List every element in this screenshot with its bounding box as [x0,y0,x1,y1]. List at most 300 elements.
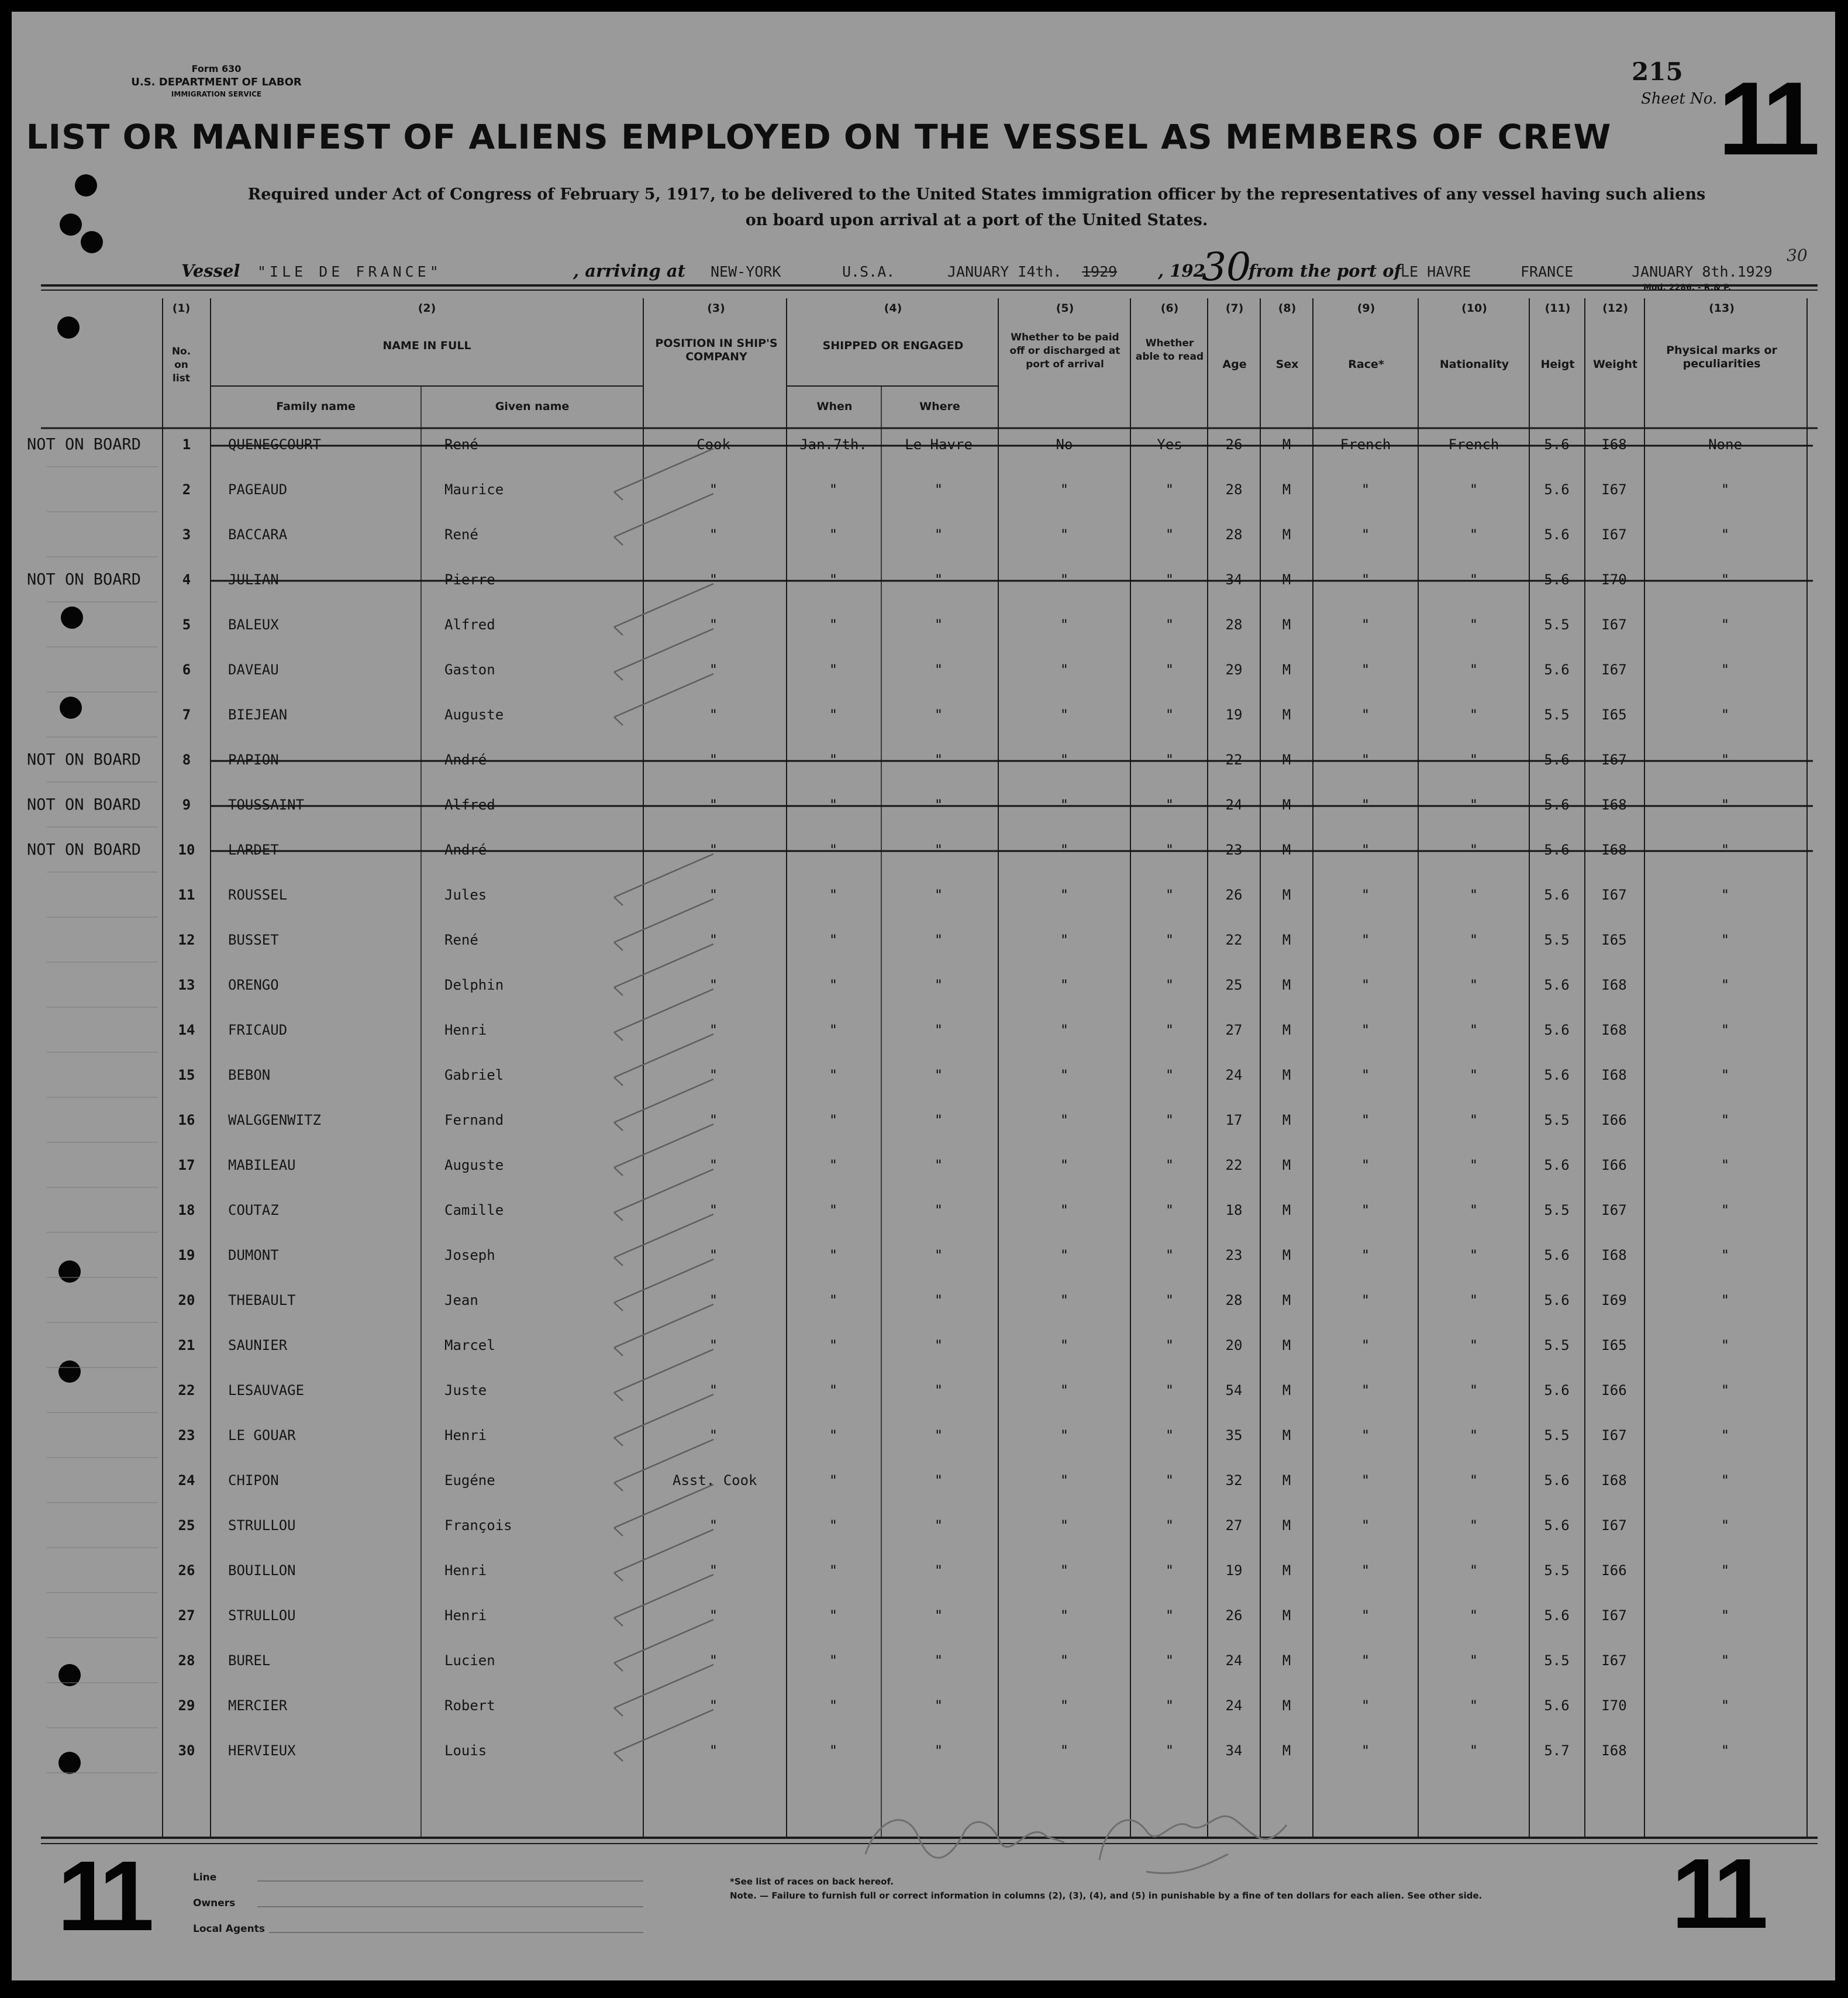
cell-family: LE GOUAR [228,1427,296,1444]
cell-family: COUTAZ [228,1202,279,1218]
cell-family: BIEJEAN [228,707,288,723]
cell-age: 32 [1225,1472,1243,1489]
vessel-label: Vessel [181,261,240,281]
cell-sex: M [1282,662,1291,678]
col-12-number: (12) [1602,302,1628,315]
cell-given: André [444,842,487,858]
requirement-line-2: on board upon arrival at a port of the United States. [745,211,1208,229]
cell-position: " [709,1247,718,1263]
cell-where: " [934,1202,943,1218]
cell-age: 22 [1225,1157,1243,1173]
cell-where: " [934,797,943,813]
cell-race: " [1361,707,1370,723]
cell-read: " [1165,1112,1174,1128]
footer-owners-label: Owners [193,1897,236,1909]
cell-no: 10 [178,842,195,858]
col-4-number: (4) [884,302,902,315]
cell-when: " [829,707,838,723]
cell-nationality: " [1469,1427,1478,1444]
cell-read: " [1165,1427,1174,1444]
cell-sex: M [1282,526,1291,543]
cell-family: WALGGENWITZ [228,1112,321,1128]
cell-family: BOUILLON [228,1562,296,1579]
col-9-header: Race* [1348,358,1384,371]
cell-position: " [709,616,718,633]
cell-height: 5.5 [1544,932,1570,948]
cell-no: 4 [182,571,191,588]
cell-weight: I66 [1601,1112,1627,1128]
col-8-header: Sex [1275,358,1299,371]
cell-read: " [1165,1292,1174,1308]
cell-race: " [1361,1247,1370,1263]
cell-age: 54 [1225,1382,1243,1398]
cell-no: 20 [178,1292,195,1308]
cell-weight: I67 [1601,1517,1627,1534]
cell-sex: M [1282,977,1291,993]
cell-age: 24 [1225,1697,1243,1714]
cell-paid: " [1060,1742,1069,1759]
cell-marks: None [1708,436,1742,453]
cell-sex: M [1282,616,1291,633]
cell-age: 28 [1225,1292,1243,1308]
cell-when: " [829,1382,838,1398]
cell-family: LESAUVAGE [228,1382,305,1398]
cell-paid: " [1060,616,1069,633]
cell-read: " [1165,842,1174,858]
cell-where: " [934,1157,943,1173]
col-10-header: Nationality [1439,358,1509,371]
cell-height: 5.6 [1544,1472,1570,1489]
cell-given: Louis [444,1742,487,1759]
cell-read: " [1165,1337,1174,1353]
cell-given: Henri [444,1022,487,1038]
cell-when: " [829,1022,838,1038]
cell-when: " [829,1202,838,1218]
cell-family: LARDET [228,842,279,858]
cell-nationality: " [1469,1202,1478,1218]
cell-age: 20 [1225,1337,1243,1353]
cell-sex: M [1282,1697,1291,1714]
col-11-number: (11) [1544,302,1571,315]
cell-when: " [829,1742,838,1759]
cell-when: Jan.7th. [799,436,867,453]
cell-position: " [709,1382,718,1398]
cell-sex: M [1282,932,1291,948]
cell-read: " [1165,887,1174,903]
cell-family: DAVEAU [228,662,279,678]
cell-sex: M [1282,1157,1291,1173]
cell-weight: I66 [1601,1382,1627,1398]
cell-position: " [709,1427,718,1444]
cell-marks: " [1721,1607,1730,1624]
cell-read: " [1165,1202,1174,1218]
cell-race: " [1361,1742,1370,1759]
cell-height: 5.6 [1544,842,1570,858]
cell-marks: " [1721,481,1730,498]
cell-weight: I70 [1601,571,1627,588]
cell-age: 18 [1225,1202,1243,1218]
cell-no: 3 [182,526,191,543]
cell-when: " [829,1157,838,1173]
cell-read: " [1165,526,1174,543]
cell-paid: " [1060,1157,1069,1173]
cell-marks: " [1721,662,1730,678]
cell-no: 24 [178,1472,195,1489]
cell-weight: I67 [1601,1427,1627,1444]
cell-no: 16 [178,1112,195,1128]
cell-family: HERVIEUX [228,1742,296,1759]
cell-position: " [709,1607,718,1624]
cell-sex: M [1282,1607,1291,1624]
cell-race: " [1361,1517,1370,1534]
cell-where: " [934,616,943,633]
cell-when: " [829,752,838,768]
cell-age: 25 [1225,977,1243,993]
cell-paid: " [1060,662,1069,678]
cell-sex: M [1282,887,1291,903]
cell-height: 5.6 [1544,1607,1570,1624]
cell-marks: " [1721,616,1730,633]
cell-height: 5.6 [1544,1292,1570,1308]
cell-where: " [934,1742,943,1759]
cell-read: " [1165,1697,1174,1714]
cell-height: 5.6 [1544,1067,1570,1083]
cell-given: Camille [444,1202,504,1218]
cell-paid: " [1060,1382,1069,1398]
cell-where: " [934,1292,943,1308]
cell-read: Yes [1157,436,1182,453]
cell-position: " [709,1742,718,1759]
cell-sex: M [1282,1337,1291,1353]
cell-height: 5.5 [1544,616,1570,633]
cell-given: Maurice [444,481,504,498]
cell-position: " [709,1157,718,1173]
cell-marks: " [1721,1202,1730,1218]
cell-age: 23 [1225,842,1243,858]
cell-no: 11 [178,887,195,903]
cell-position: " [709,1112,718,1128]
cell-where: " [934,1382,943,1398]
cell-race: " [1361,1337,1370,1353]
cell-given: Pierre [444,571,495,588]
cell-paid: " [1060,571,1069,588]
cell-no: 14 [178,1022,195,1038]
cell-sex: M [1282,1202,1291,1218]
cell-race: " [1361,1022,1370,1038]
cell-height: 5.6 [1544,571,1570,588]
cell-marks: " [1721,707,1730,723]
cell-where: " [934,481,943,498]
cell-no: 7 [182,707,191,723]
cell-paid: " [1060,1112,1069,1128]
cell-when: " [829,1697,838,1714]
cell-paid: " [1060,797,1069,813]
cell-family: FRICAUD [228,1022,288,1038]
cell-position: " [709,932,718,948]
cell-family: SAUNIER [228,1337,288,1353]
cell-nationality: " [1469,571,1478,588]
cell-position: " [709,1337,718,1353]
cell-age: 27 [1225,1517,1243,1534]
cell-race: " [1361,481,1370,498]
cell-height: 5.6 [1544,526,1570,543]
cell-read: " [1165,1157,1174,1173]
col-13-header: Physical marks or peculiarities [1666,344,1777,370]
cell-nationality: " [1469,526,1478,543]
cell-sex: M [1282,481,1291,498]
cell-marks: " [1721,1652,1730,1669]
cell-paid: " [1060,1337,1069,1353]
cell-no: 28 [178,1652,195,1669]
cell-nationality: " [1469,887,1478,903]
service-name: IMMIGRATION SERVICE [171,90,262,98]
cell-when: " [829,1562,838,1579]
cell-position: " [709,662,718,678]
cell-paid: No [1056,436,1073,453]
cell-where: " [934,707,943,723]
col-10-number: (10) [1461,302,1487,315]
cell-read: " [1165,1562,1174,1579]
cell-weight: I65 [1601,707,1627,723]
cell-race: " [1361,571,1370,588]
cell-position: " [709,1517,718,1534]
cell-height: 5.5 [1544,1652,1570,1669]
cell-race: " [1361,932,1370,948]
cell-weight: I67 [1601,752,1627,768]
cell-given: Jean [444,1292,478,1308]
cell-when: " [829,1292,838,1308]
cell-weight: I67 [1601,1607,1627,1624]
cell-read: " [1165,977,1174,993]
cell-position: " [709,1067,718,1083]
cell-age: 34 [1225,1742,1243,1759]
cell-when: " [829,1472,838,1489]
col-2-number: (2) [418,302,436,315]
mod-reference: Mod. 2286. - R.& P. [1643,283,1732,292]
cell-paid: " [1060,1202,1069,1218]
cell-paid: " [1060,842,1069,858]
cell-where: " [934,1652,943,1669]
cell-family: MERCIER [228,1697,288,1714]
cell-given: Fernand [444,1112,504,1128]
cell-given: René [444,932,478,948]
arrival-year-handwritten: 30 [1202,244,1251,290]
cell-paid: " [1060,1562,1069,1579]
cell-when: " [829,977,838,993]
col-3-number: (3) [707,302,725,315]
cell-nationality: " [1469,1292,1478,1308]
cell-weight: I66 [1601,1562,1627,1579]
cell-nationality: " [1469,1337,1478,1353]
cell-weight: I65 [1601,1337,1627,1353]
cell-age: 24 [1225,1067,1243,1083]
cell-given: Juste [444,1382,487,1398]
col-2-header: NAME IN FULL [382,339,471,352]
cell-sex: M [1282,842,1291,858]
cell-no: 17 [178,1157,195,1173]
cell-given: Henri [444,1607,487,1624]
cell-height: 5.5 [1544,1562,1570,1579]
cell-age: 34 [1225,571,1243,588]
col-2a-header: Family name [276,400,356,413]
cell-where: Le Havre [905,436,973,453]
cell-nationality: " [1469,1067,1478,1083]
cell-position: " [709,526,718,543]
cell-family: BALEUX [228,616,279,633]
cell-race: " [1361,616,1370,633]
cell-read: " [1165,1652,1174,1669]
cell-marks: " [1721,842,1730,858]
cell-where: " [934,1247,943,1263]
cell-when: " [829,842,838,858]
cell-race: " [1361,752,1370,768]
cell-marks: " [1721,1517,1730,1534]
cell-given: Auguste [444,707,504,723]
cell-sex: M [1282,797,1291,813]
sheet-number-bottom-right: 11 [1671,1838,1760,1949]
cell-age: 28 [1225,616,1243,633]
arrival-port: NEW-YORK [711,263,781,280]
cell-weight: I67 [1601,887,1627,903]
cell-nationality: " [1469,707,1478,723]
col-7-header: Age [1222,358,1247,371]
cell-where: " [934,887,943,903]
cell-where: " [934,1472,943,1489]
cell-position: " [709,571,718,588]
cell-marks: " [1721,1472,1730,1489]
cell-weight: I67 [1601,481,1627,498]
cell-nationality: " [1469,1112,1478,1128]
cell-family: CHIPON [228,1472,279,1489]
requirement-line-1: Required under Act of Congress of February 5, 1917, to be delivered to the United States immigration officer by the representatives of any vessel having such aliens [247,185,1706,204]
cell-position: Cook [697,436,730,453]
cell-weight: I68 [1601,842,1627,858]
cell-nationality: " [1469,1742,1478,1759]
cell-paid: " [1060,1472,1069,1489]
cell-weight: I67 [1601,1202,1627,1218]
cell-position: " [709,1652,718,1669]
cell-age: 24 [1225,1652,1243,1669]
from-port-label: from the port of [1249,261,1402,281]
cell-race: " [1361,1607,1370,1624]
cell-read: " [1165,752,1174,768]
cell-weight: I68 [1601,1022,1627,1038]
cell-where: " [934,1337,943,1353]
cell-height: 5.6 [1544,662,1570,678]
cell-nationality: " [1469,1562,1478,1579]
col-1-header: No. on list [171,346,191,384]
cell-no: 27 [178,1607,195,1624]
cell-position: " [709,752,718,768]
departure-port: LE HAVRE [1401,263,1471,280]
col-4-header: SHIPPED OR ENGAGED [822,339,964,352]
cell-nationality: " [1469,1382,1478,1398]
cell-age: 28 [1225,481,1243,498]
cell-age: 26 [1225,1607,1243,1624]
col-5-header: Whether to be paid off or discharged at port of arrival [1009,332,1120,370]
footer-line-label: Line [193,1872,217,1883]
departure-year-correction: 30 [1787,246,1808,265]
cell-race: " [1361,1427,1370,1444]
cell-sex: M [1282,707,1291,723]
cell-paid: " [1060,1652,1069,1669]
cell-family: THEBAULT [228,1292,296,1308]
cell-paid: " [1060,1607,1069,1624]
cell-sex: M [1282,1427,1291,1444]
cell-no: 19 [178,1247,195,1263]
cell-given: Eugéne [444,1472,495,1489]
cell-given: Henri [444,1427,487,1444]
cell-no: 2 [182,481,191,498]
cell-family: BACCARA [228,526,288,543]
cell-marks: " [1721,752,1730,768]
cell-where: " [934,932,943,948]
cell-no: 23 [178,1427,195,1444]
cell-given: Robert [444,1697,495,1714]
cell-when: " [829,1112,838,1128]
cell-height: 5.7 [1544,1742,1570,1759]
page-number: 215 [1632,57,1683,86]
cell-marks: " [1721,1337,1730,1353]
cell-given: Auguste [444,1157,504,1173]
col-13-number: (13) [1709,302,1735,315]
cell-race: " [1361,662,1370,678]
cell-when: " [829,1517,838,1534]
footer-agents-label: Local Agents [193,1923,266,1935]
vessel-name: "ILE DE FRANCE" [257,263,442,280]
cell-sex: M [1282,1652,1291,1669]
cell-marks: " [1721,977,1730,993]
cell-when: " [829,932,838,948]
col-6-number: (6) [1160,302,1179,315]
departure-date: JANUARY 8th.1929 [1632,263,1773,280]
cell-sex: M [1282,1067,1291,1083]
cell-nationality: " [1469,977,1478,993]
cell-when: " [829,662,838,678]
cell-no: 12 [178,932,195,948]
cell-position: " [709,797,718,813]
cell-family: PAGEAUD [228,481,288,498]
sheet-number-bottom-left: 11 [57,1841,146,1952]
cell-given: René [444,526,478,543]
cell-weight: I68 [1601,797,1627,813]
cell-family: ROUSSEL [228,887,288,903]
cell-when: " [829,1337,838,1353]
cell-weight: I67 [1601,616,1627,633]
cell-given: Gaston [444,662,495,678]
not-on-board-stamp: NOT ON BOARD [27,750,142,769]
cell-age: 17 [1225,1112,1243,1128]
cell-no: 22 [178,1382,195,1398]
col-4b-header: Where [919,400,960,413]
cell-weight: I67 [1601,662,1627,678]
cell-marks: " [1721,1697,1730,1714]
cell-when: " [829,797,838,813]
manifest-title: LIST OR MANIFEST OF ALIENS EMPLOYED ON THE VESSEL AS MEMBERS OF CREW [26,117,1612,157]
cell-family: JULIAN [228,571,279,588]
cell-race: " [1361,1562,1370,1579]
cell-family: BEBON [228,1067,271,1083]
cell-family: QUENEGCOURT [228,436,321,453]
cell-sex: M [1282,1517,1291,1534]
races-note: *See list of races on back hereof. [730,1876,894,1887]
cell-height: 5.6 [1544,1382,1570,1398]
cell-height: 5.6 [1544,1022,1570,1038]
col-5-number: (5) [1056,302,1074,315]
col-6-header: Whether able to read [1135,337,1204,363]
form-number: Form 630 [191,63,242,74]
sheet-label: Sheet No. [1641,90,1718,108]
